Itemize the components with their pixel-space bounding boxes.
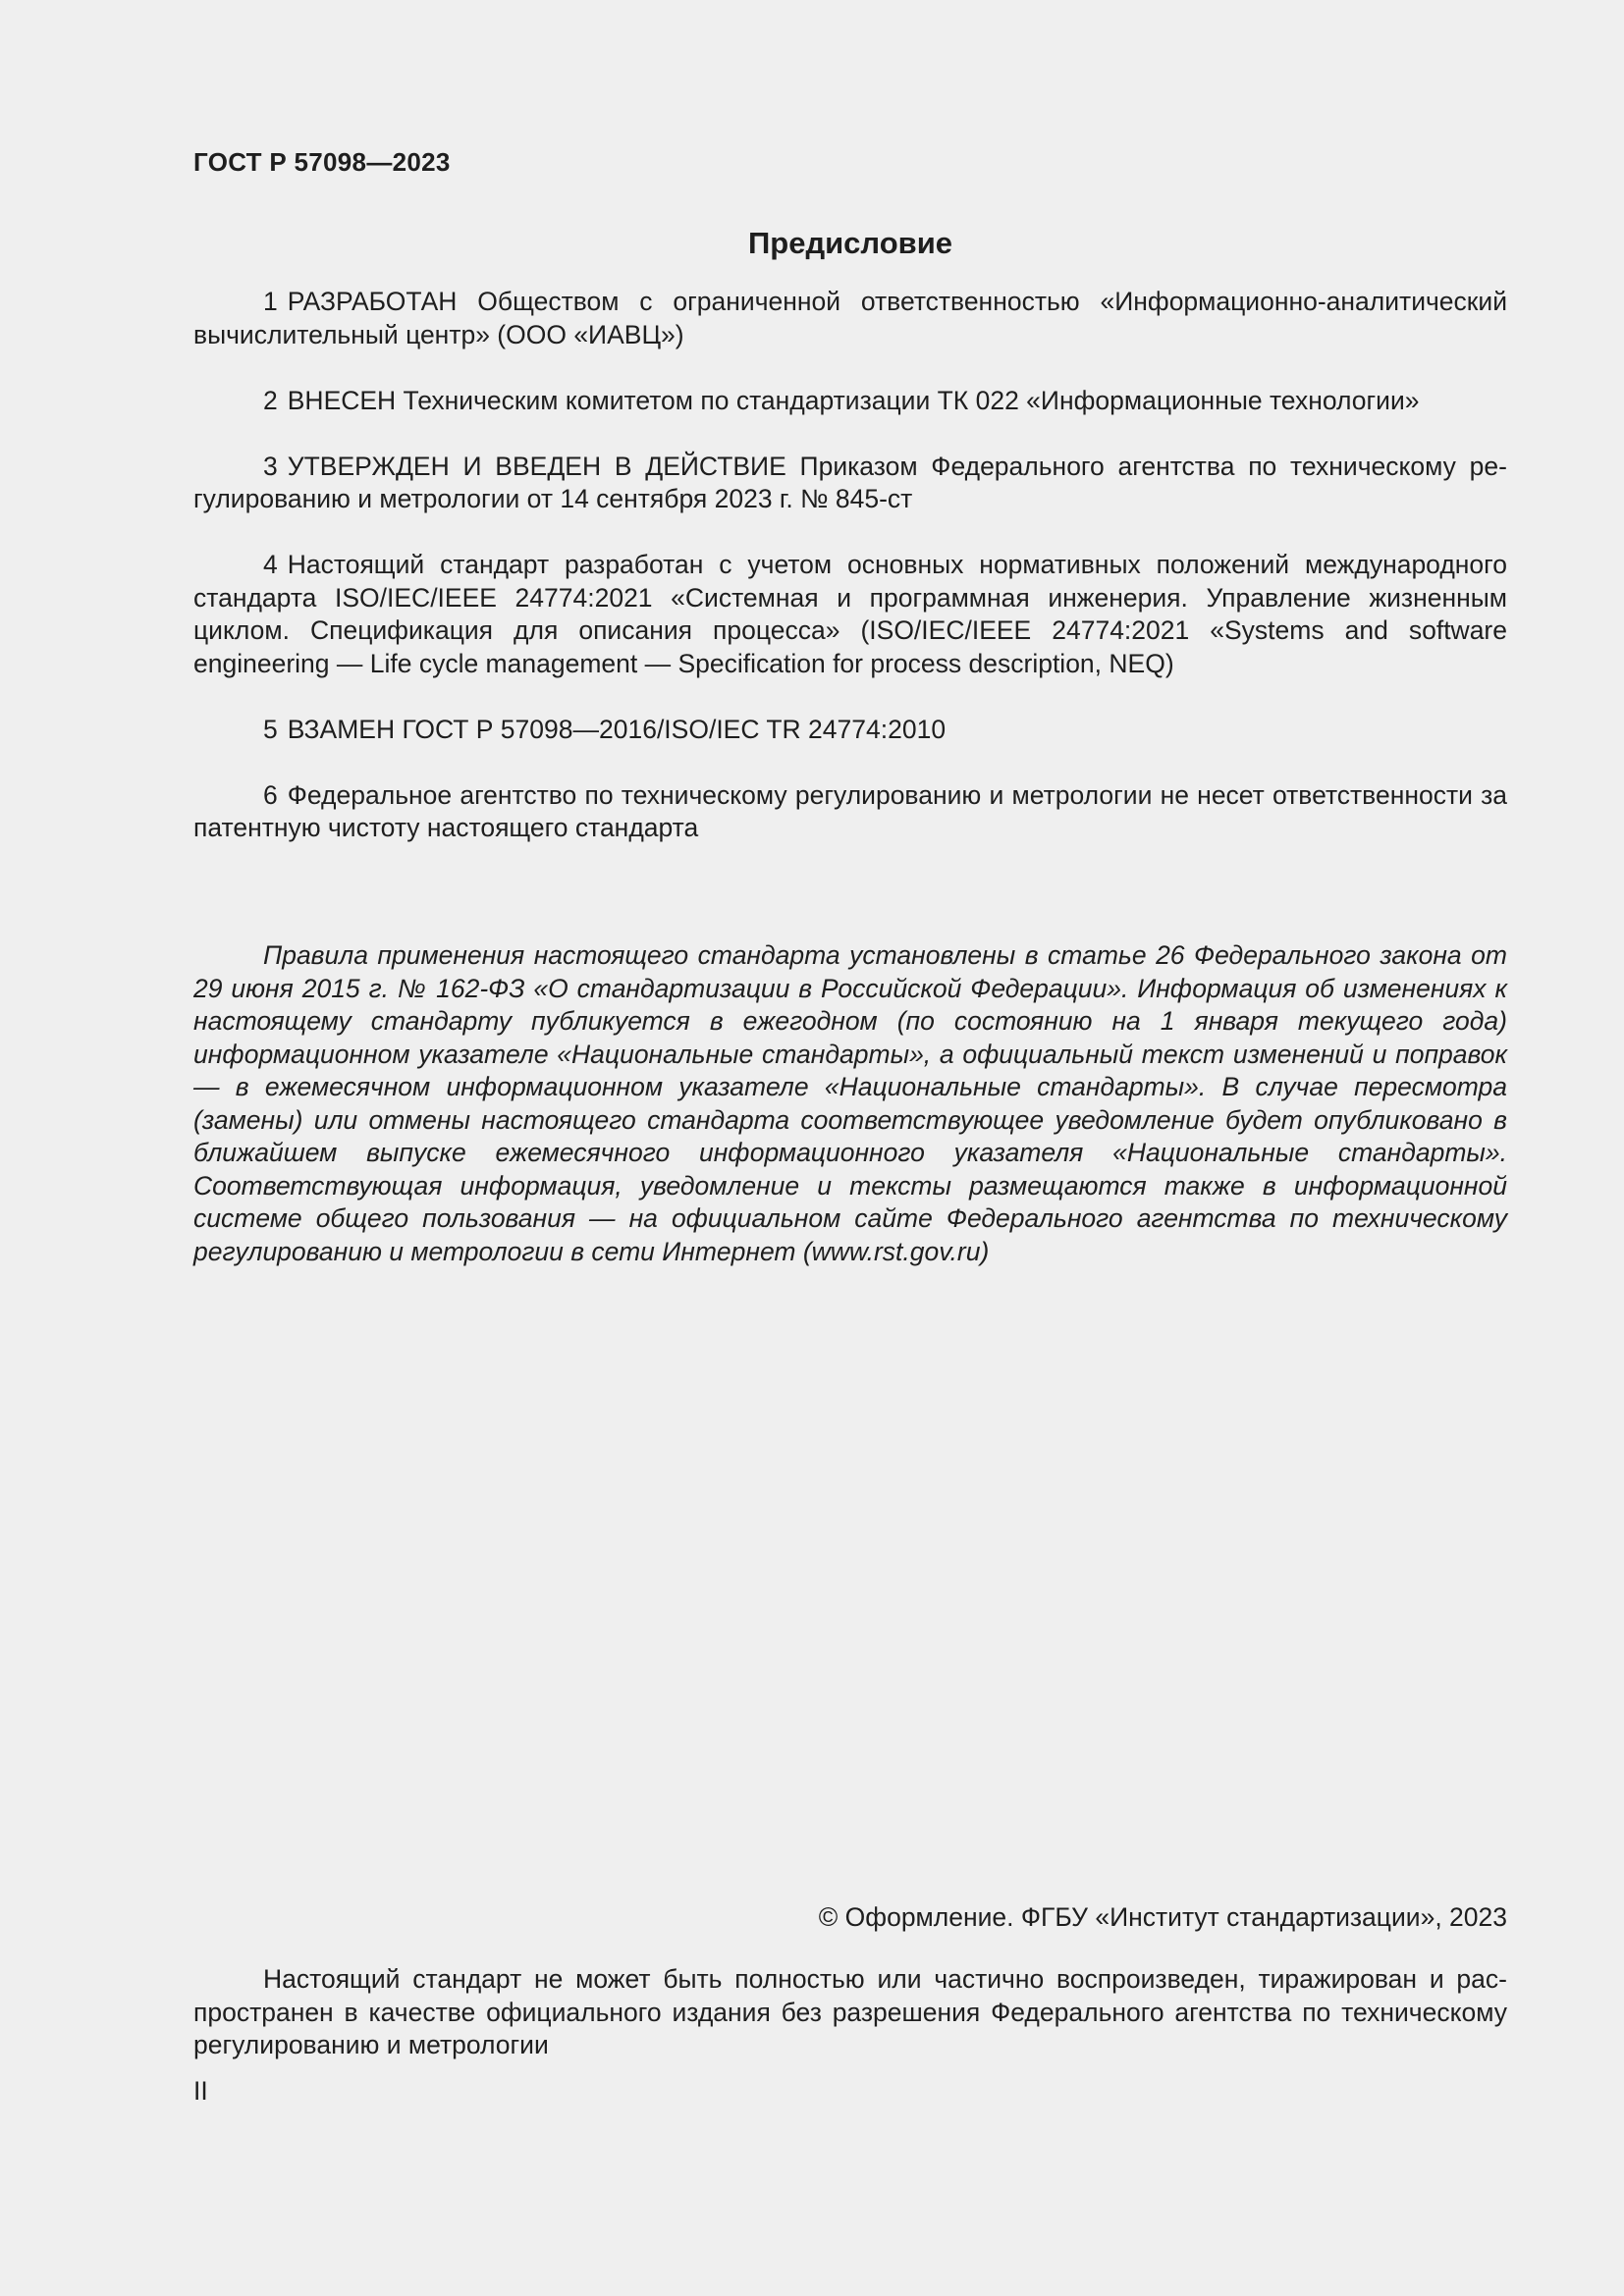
item-text: ВЗАМЕН ГОСТ Р 57098—2016/ISO/IEC TR 24774:2010 bbox=[287, 714, 947, 744]
item-text: Настоящий стандарт разработан с учетом основных нормативных положений международного стандарта ISO/IEC/IEEE 24774:2021 «Системная и программная инженерия. Управление жизненным циклом. Спецификация для описания процесса» (ISO/IEC/IEEE 24774:2021 «Systems and software engineering — Life cycle management — Specification for process description, NEQ) bbox=[193, 550, 1507, 678]
foreword-item-2 bbox=[193, 385, 1507, 418]
page-title: Предисловие bbox=[747, 226, 952, 260]
item-number: 4 bbox=[263, 550, 278, 579]
item-number: 1 bbox=[263, 287, 278, 316]
item-number: 3 bbox=[263, 451, 278, 481]
foreword-item-6 bbox=[193, 779, 1507, 845]
foreword-item-3 bbox=[193, 451, 1507, 516]
foreword-item-5 bbox=[193, 714, 1507, 747]
foreword-items bbox=[193, 286, 1507, 878]
reproduction-notice: Настоящий стандарт не может быть полностью или частично воспроизведен, тиражирован и распространен в качестве официального издания без разрешения Федерального агентства по техническому регулированию и метрологии bbox=[193, 1964, 1507, 2059]
foreword-item-1 bbox=[193, 286, 1507, 351]
document-header: ГОСТ Р 57098—2023 bbox=[193, 147, 451, 177]
page-number: II bbox=[193, 2076, 208, 2106]
rules-paragraph: Правила применения настоящего стандарта установлены в статье 26 Федерального закона от 29 июня 2015 г. № 162-ФЗ «О стандартизации в Российской Федерации». Информация об изменениях к настоящему стандарту публикуется в ежегодном (по состоянию на 1 января текущего года) информационном указателе «Национальные стандарты», а официальный текст изменений и поправок — в ежемесячном информационном указателе «Национальные стандарты». В случае пересмотра (замены) или отмены настоящего стандарта соответствующее уведомление будет опубликовано в ближайшем выпуске ежемесячного информационного указателя «Национальные стандарты». Соответствующая информация, уведомление и тексты размещаются также в информационной системе общего пользования — на официальном сайте Федерального агентства по техническому регулированию и метрологии в сети Интернет (www.rst.gov.ru) bbox=[193, 940, 1507, 1266]
item-text: ВНЕСЕН Техническим комитетом по стандартизации ТК 022 «Информационные технологии» bbox=[287, 385, 1420, 415]
foreword-item-4 bbox=[193, 549, 1507, 680]
item-text: Федеральное агентство по техническому регулированию и метрологии не несет ответственности за патентную чистоту настоящего стандарта bbox=[193, 779, 1507, 842]
item-text: РАЗРАБОТАН Обществом с ограниченной ответственностью «Информационно-аналитический вычислительный центр» (ООО «ИАВЦ») bbox=[193, 287, 1507, 349]
item-number: 5 bbox=[263, 714, 278, 744]
item-number: 2 bbox=[263, 385, 278, 415]
item-number: 6 bbox=[263, 779, 278, 810]
copyright-line: © Оформление. ФГБУ «Институт стандартизации», 2023 bbox=[818, 1902, 1507, 1932]
item-text: УТВЕРЖДЕН И ВВЕДЕН В ДЕЙСТВИЕ Приказом Федерального агентства по техническому регулированию и метрологии от 14 сентября 2023 г. № 845-ст bbox=[193, 451, 1507, 513]
